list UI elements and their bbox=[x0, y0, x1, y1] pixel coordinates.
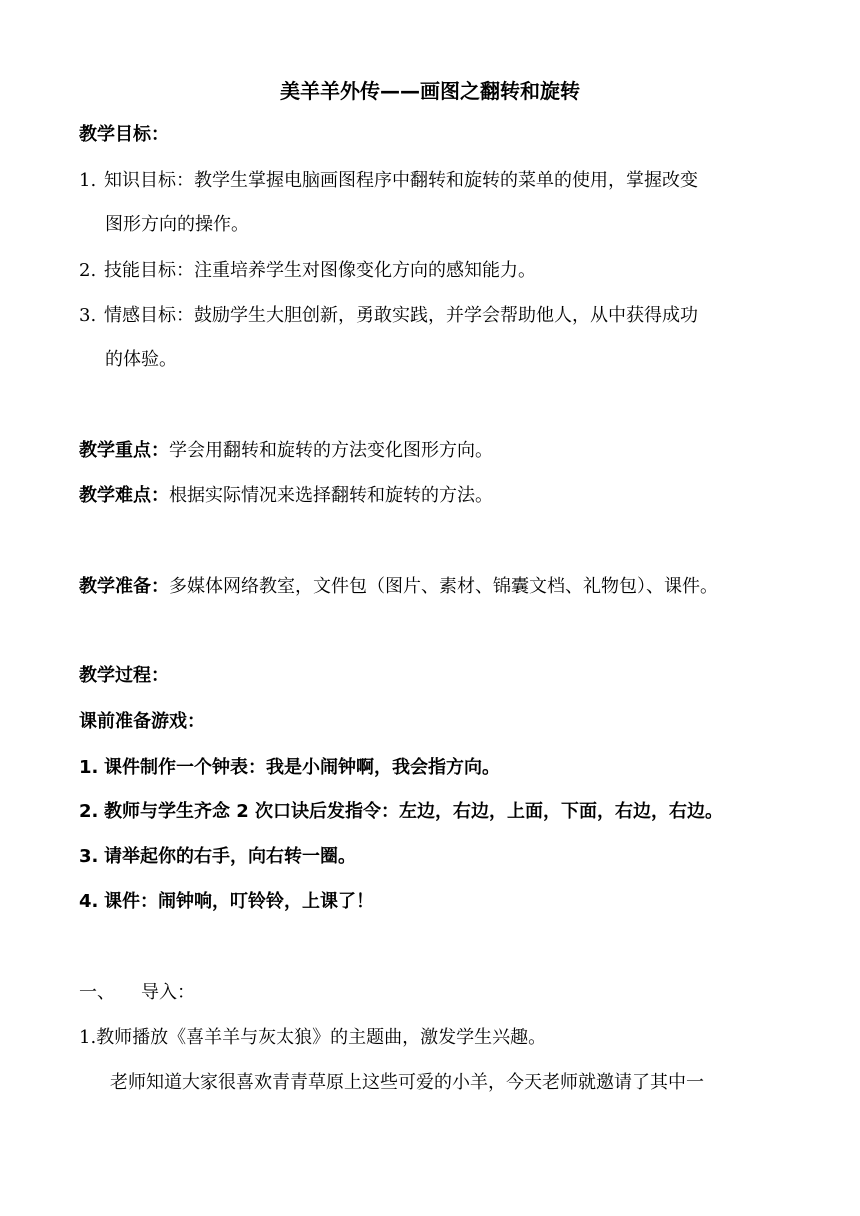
section-one-heading bbox=[79, 980, 195, 1006]
objective-item-3-continued: 的体验。 bbox=[105, 349, 177, 370]
objective-item-2 bbox=[79, 258, 536, 284]
objective-number: 3. bbox=[79, 305, 97, 326]
difficulty-label: 教学难点： bbox=[79, 485, 169, 506]
warmup-number: 3. bbox=[79, 846, 99, 867]
preparation-label: 教学准备： bbox=[79, 576, 169, 597]
objective-text: 技能目标：注重培养学生对图像变化方向的感知能力。 bbox=[104, 260, 536, 281]
warmup-text: 课件：闹钟响，叮铃铃，上课了！ bbox=[104, 891, 374, 912]
warmup-item-3 bbox=[79, 844, 356, 870]
key-point-label: 教学重点： bbox=[79, 440, 169, 461]
key-point bbox=[79, 438, 493, 464]
warmup-number: 2. bbox=[79, 801, 99, 822]
objective-number: 2. bbox=[79, 260, 97, 281]
warmup-item-2 bbox=[79, 799, 723, 825]
difficulty-text: 根据实际情况来选择翻转和旋转的方法。 bbox=[169, 485, 493, 506]
preparation-text: 多媒体网络教室，文件包（图片、素材、锦囊文档、礼物包）、课件。 bbox=[169, 576, 718, 597]
preparation bbox=[79, 574, 718, 600]
section-title: 导入： bbox=[141, 982, 195, 1003]
objective-number: 1. bbox=[79, 170, 97, 191]
objective-item-1-continued: 图形方向的操作。 bbox=[105, 214, 249, 235]
difficulty bbox=[79, 483, 493, 509]
warmup-number: 1. bbox=[79, 757, 99, 778]
objective-item-1 bbox=[79, 168, 698, 194]
objective-text: 知识目标：教学生掌握电脑画图程序中翻转和旋转的菜单的使用，掌握改变 bbox=[104, 170, 698, 191]
objective-item-3 bbox=[79, 303, 698, 329]
section-one-paragraph: 老师知道大家很喜欢青青草原上这些可爱的小羊，今天老师就邀请了其中一 bbox=[110, 1072, 704, 1093]
section-one-item-1: 1.教师播放《喜羊羊与灰太狼》的主题曲，激发学生兴趣。 bbox=[79, 1027, 547, 1048]
section-number: 一、 bbox=[79, 982, 115, 1003]
warmup-number: 4. bbox=[79, 891, 99, 912]
key-point-text: 学会用翻转和旋转的方法变化图形方向。 bbox=[169, 440, 493, 461]
objective-text: 情感目标：鼓励学生大胆创新，勇敢实践，并学会帮助他人，从中获得成功 bbox=[104, 305, 698, 326]
warmup-text: 教师与学生齐念 2 次口诀后发指令：左边，右边，上面，下面，右边，右边。 bbox=[104, 801, 724, 822]
warmup-text: 请举起你的右手，向右转一圈。 bbox=[104, 846, 356, 867]
warmup-text: 课件制作一个钟表：我是小闹钟啊，我会指方向。 bbox=[104, 757, 500, 778]
process-heading: 教学过程： bbox=[79, 665, 169, 686]
warmup-item-4 bbox=[79, 889, 374, 915]
objectives-heading: 教学目标： bbox=[79, 124, 169, 145]
warmup-item-1 bbox=[79, 755, 500, 781]
warmup-heading: 课前准备游戏： bbox=[79, 711, 205, 732]
document-title: 美羊羊外传——画图之翻转和旋转 bbox=[280, 79, 580, 103]
